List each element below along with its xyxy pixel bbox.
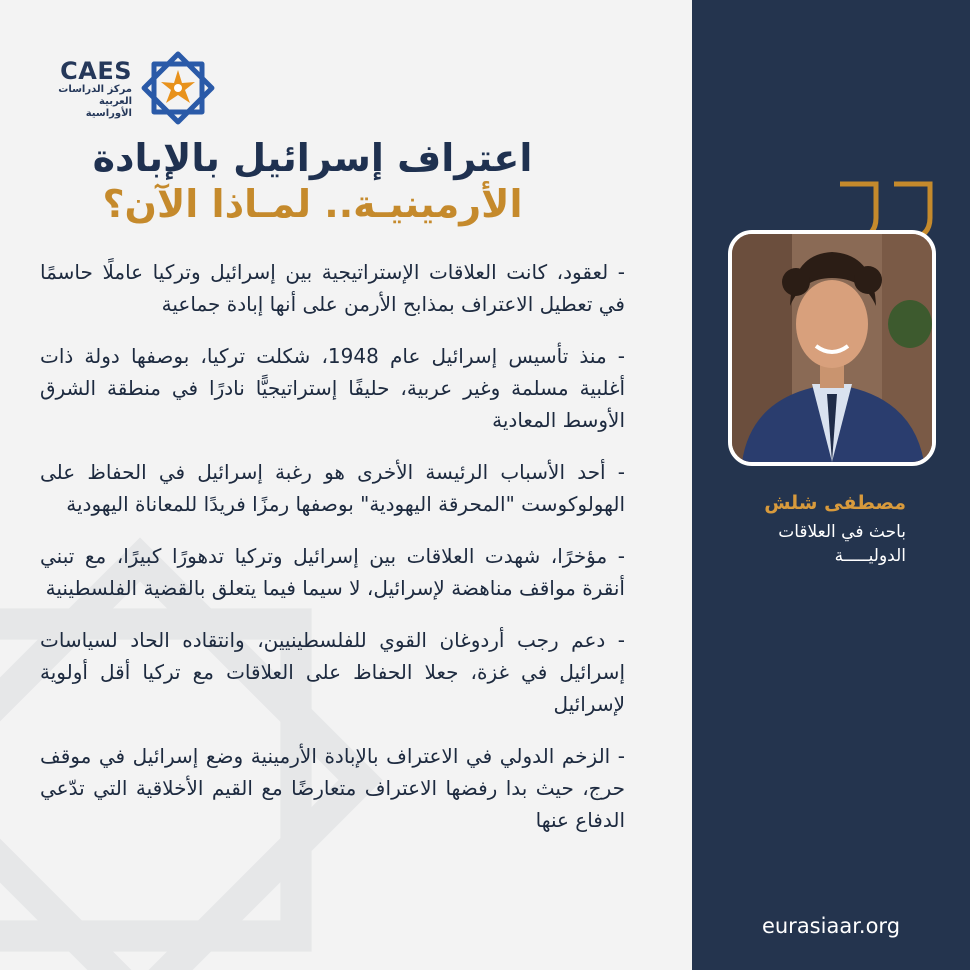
paragraph: - مؤخرًا، شهدت العلاقات بين إسرائيل وتركيا تدهورًا كبيرًا، مع تبني أنقرة مواقف مناهضة لإسرائيل، لا سيما فيما يتعلق بالقضية الفلسطينية: [40, 544, 625, 600]
logo-name-line2: العربية الأوراسية: [85, 96, 132, 119]
star-emblem-icon: [138, 48, 218, 128]
author-sidebar: [692, 0, 970, 970]
portrait-image: [732, 234, 932, 462]
paragraph: - دعم رجب أردوغان القوي للفلسطينيين، وانتقاده الحاد لسياسات إسرائيل في غزة، جعلا الحفاظ على العلاقات مع تركيا أقل أولوية لإسرائيل: [40, 628, 625, 716]
headline-line2: الأرمينيـة.. لمـاذا الآن؟: [102, 182, 523, 226]
logo-abbr: CAES: [60, 57, 132, 85]
paragraph: - أحد الأسباب الرئيسة الأخرى هو رغبة إسرائيل في الحفاظ على الهولوكوست "المحرقة اليهودية" بوصفها رمزًا فريدًا للمعاناة اليهودية: [40, 460, 625, 516]
body-paragraphs: [40, 256, 625, 856]
paragraph: - منذ تأسيس إسرائيل عام 1948، شكلت تركيا، بوصفها دولة ذات أغلبية مسلمة وغير عربية، حليفًا إستراتيجيًّا نادرًا في منطقة الشرق الأوسط المعادية: [40, 344, 626, 432]
author-photo: [728, 230, 936, 466]
website-link[interactable]: eurasiaar.org: [761, 914, 901, 938]
author-name: مصطفى شلش: [764, 492, 906, 514]
author-role-line2: الدوليـــــة: [834, 546, 906, 566]
paragraph: - لعقود، كانت العلاقات الإستراتيجية بين إسرائيل وتركيا عاملًا حاسمًا في تعطيل الاعتراف بمذابح الأرمن على أنها إبادة جماعية: [40, 260, 625, 316]
caes-logo: [50, 48, 220, 128]
paragraph: - الزخم الدولي في الاعتراف بالإبادة الأرمينية وضع إسرائيل في موقف حرج، حيث بدا رفضها الاعتراف متعارضًا مع القيم الأخلاقية التي تدّعي الدفاع عنها: [40, 744, 625, 832]
author-role-line1: باحث في العلاقات: [778, 522, 906, 542]
headline: [0, 136, 625, 228]
logo-name-line1: مركز الدراسات: [58, 84, 132, 95]
author-role: [700, 520, 906, 568]
headline-line1: اعتراف إسرائيل بالإبادة: [92, 136, 533, 180]
